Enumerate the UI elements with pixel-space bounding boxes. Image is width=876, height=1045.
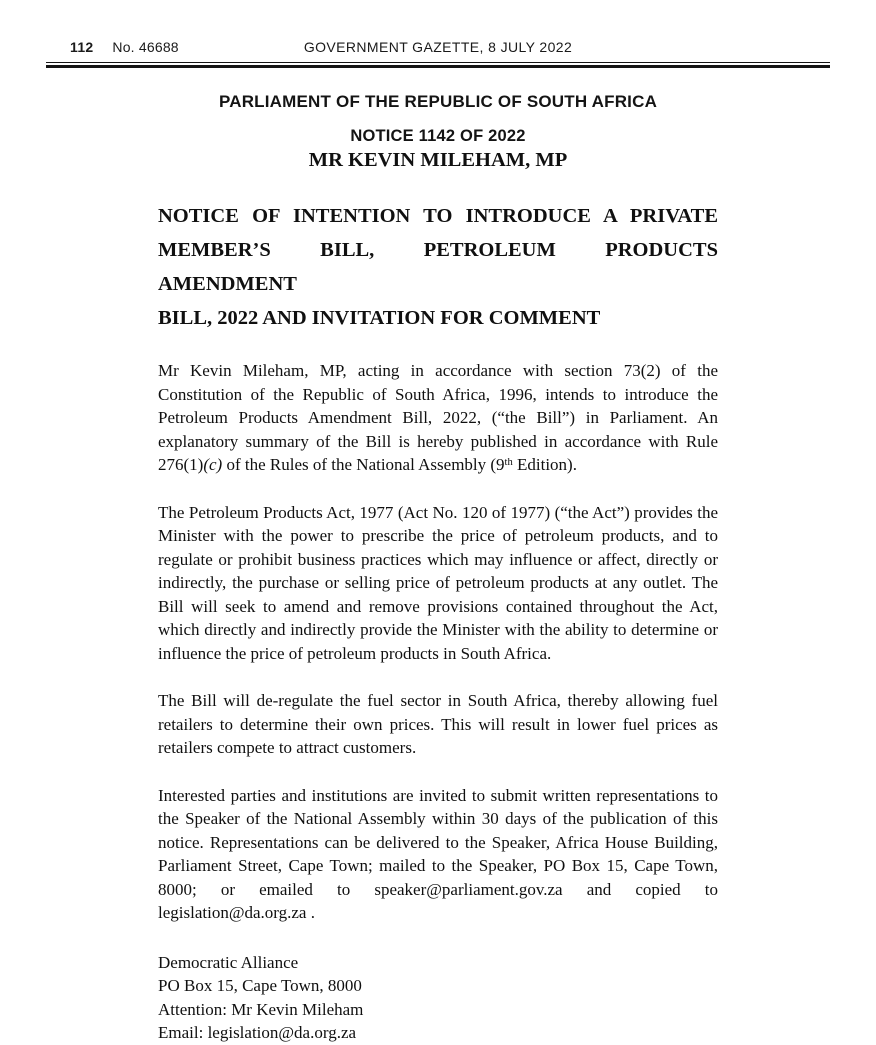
contact-attention: Attention: Mr Kevin Mileham xyxy=(158,999,364,1019)
notice-title-line-1: NOTICE OF INTENTION TO INTRODUCE A PRIVATE xyxy=(158,205,718,227)
paragraph-representations: Interested parties and institutions are invited to submit written representations to the Speaker of the National Assembly within 30 days of the publication of this notice. Representations can be delivered to the Speaker, Africa House Building, Parliament Street, Cape Town; mailed to the Speaker, PO Box 15, Cape Town, 8000; or emailed to speaker@parliament.gov.za and copied to legislation@da.org.za . xyxy=(158,785,718,922)
paragraph-1-closing: Edition). xyxy=(512,455,577,474)
paragraph-1-superscript-th: th xyxy=(504,457,513,469)
notice-content xyxy=(158,0,718,1045)
contact-address: PO Box 15, Cape Town, 8000 xyxy=(158,976,362,995)
paragraph-1-text: Mr Kevin Mileham, MP, acting in accordance with section 73(2) of the Constitution of the Republic of South Africa, 1996, intends to introduce the Petroleum Products Amendment Bill, 2022, (“the Bill”) in Parliament. An explanatory summary of the Bill is hereby published in accordance with Rule 276(1) xyxy=(158,361,718,474)
paragraph-deregulation: The Bill will de-regulate the fuel sector in South Africa, thereby allowing fuel retailers to determine their own prices. This will result in lower fuel prices as retailers compete to attract customers. xyxy=(158,691,718,757)
issue-number: No. 46688 xyxy=(112,39,179,55)
contact-block xyxy=(158,951,718,1045)
contact-email: Email: legislation@da.org.za xyxy=(158,1023,357,1042)
notice-title-line-3: BILL, 2022 AND INVITATION FOR COMMENT xyxy=(158,307,601,329)
gazette-title: GOVERNMENT GAZETTE, 8 JULY 2022 xyxy=(303,39,573,55)
contact-organisation: Democratic Alliance xyxy=(158,952,299,972)
notice-number: NOTICE 1142 OF 2022 xyxy=(350,127,526,145)
paragraph-act-summary: The Petroleum Products Act, 1977 (Act No. 120 of 1977) (“the Act”) provides the Minister with the power to prescribe the price of petroleum products, and to regulate or prohibit business practices which may influence or affect, directly or indirectly, the purchase or selling price of petroleum products at any outlet. The Bill will seek to amend and remove provisions contained throughout the Act, which directly and indirectly provide the Minister with the ability to determine or influence the price of petroleum products in South Africa. xyxy=(158,502,718,663)
member-name: MR KEVIN MILEHAM, MP xyxy=(308,149,568,171)
paragraph-1-italic-c: (c) xyxy=(203,455,223,474)
paragraph-1-text-2: of the Rules of the National Assembly (9 xyxy=(222,455,505,474)
institution-title: PARLIAMENT OF THE REPUBLIC OF SOUTH AFRICA xyxy=(218,92,658,111)
page-number: 112 xyxy=(70,39,94,55)
notice-title-line-2: MEMBER’S BILL, PETROLEUM PRODUCTS AMENDMENT xyxy=(158,239,718,295)
paragraph-introduction xyxy=(158,359,718,477)
notice-title xyxy=(158,199,718,335)
